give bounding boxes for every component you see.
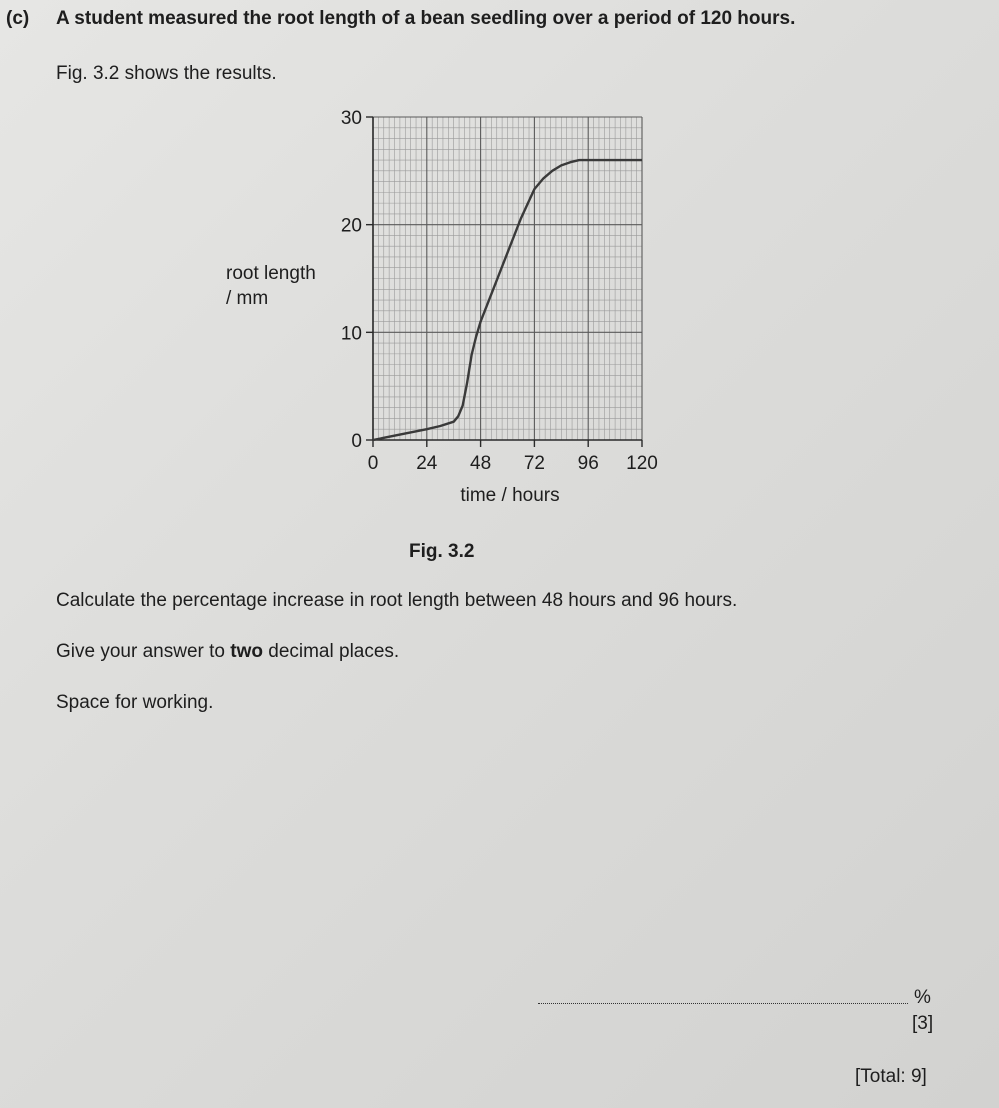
y-tick-label-10: 10 (340, 323, 362, 345)
figure-reference: Fig. 3.2 shows the results. (56, 63, 277, 84)
part-label: (c) (6, 8, 30, 29)
x-tick-label-96: 96 (577, 453, 599, 474)
x-tick-label-0: 0 (367, 453, 379, 474)
y-tick-label-30: 30 (340, 108, 362, 129)
decimal-places-instruction (56, 641, 399, 663)
x-tick-label-120: 120 (626, 453, 658, 474)
question-intro: A student measured the root length of a bean seedling over a period of 120 hours. (56, 8, 796, 29)
y-axis-label-line1: root length (226, 263, 316, 284)
y-tick-label-20: 20 (340, 215, 362, 237)
calculate-instruction: Calculate the percentage increase in root length between 48 hours and 96 hours. (56, 590, 738, 611)
give-suffix: decimal places. (262, 641, 400, 662)
marks: [3] (912, 1013, 934, 1034)
grid-minor (373, 117, 642, 440)
y-tick-label-0: 0 (351, 431, 362, 452)
give-prefix: Give your answer to (56, 641, 231, 662)
working-space-label: Space for working. (56, 692, 214, 713)
answer-line[interactable] (538, 1003, 908, 1004)
figure-caption: Fig. 3.2 (409, 541, 475, 562)
total-marks: [Total: 9] (855, 1066, 927, 1087)
ticks (341, 108, 658, 474)
y-axis-label-line2: / mm (226, 288, 269, 309)
root-length-chart (0, 0, 999, 520)
x-tick-label-48: 48 (470, 453, 492, 474)
x-axis-label: time / hours (460, 485, 560, 506)
x-tick-label-72: 72 (523, 453, 545, 474)
x-tick-label-24: 24 (416, 453, 438, 474)
answer-unit: % (914, 987, 931, 1008)
give-bold: two (230, 641, 263, 662)
